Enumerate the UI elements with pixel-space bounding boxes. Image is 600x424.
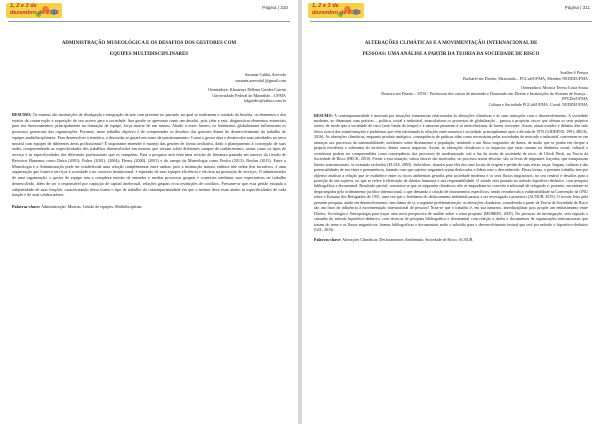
paper-title: [12, 38, 286, 60]
paper-title: [314, 38, 588, 60]
banner-text: [10, 3, 59, 17]
abstract: [12, 112, 286, 198]
advisor-affiliation-1: Doutora em Direito – UFSC. Professora dos cursos de mestrado e Doutorado em Direito e Instituições do Sistema de Justiça –: [381, 90, 588, 96]
abstract-label: RESUMO:: [12, 111, 32, 117]
keywords-text: Administração; Museus; Gestão de equipes; Multidisciplinar.: [40, 204, 143, 210]
keywords: [12, 204, 286, 210]
keywords: [314, 237, 588, 242]
header-divider: [310, 21, 592, 22]
author-email: susanne.azevedo1@gmail.com: [235, 77, 286, 83]
banner-event-date: dezembro de 2019: [312, 10, 361, 16]
keywords-text: Alterações Climáticas; Deslocamentos Ambientais; Sociedade de Risco; ACNUR.: [341, 236, 474, 242]
author-block: [314, 70, 588, 108]
advisor-affiliation-3: Cultura e Sociedade PGCult/UFMA. Coord. NEDDI/UFMA: [488, 101, 588, 107]
page-content: [12, 38, 286, 210]
banner-text: [312, 3, 361, 17]
banner-event-days: 1, 2 e 3 de: [312, 3, 339, 9]
abstract-label: RESUMO:: [314, 112, 333, 118]
abstract-text: A contemporaneidade é marcada por situações tormentosas relacionadas às alterações climáticas e às suas interações com o desenvolvimento. A sociedade moderna, ao dinamizar suas práticas – política, social e industrial, muscularizou os processos de globalização – passou a propiciar riscos que afetam os seus próprios atores, de modo que a sociedade de risco (sem limite de tempo) e a natureza passaram a se interrelacionar de forma crescente. Assim, atuais estudos e debates têm sido feitos acerca das transformações e problemas que vêm estreitando as relações entre natureza e sociedade, principalmente após a década de 1970 (GIDDENS, 1991; BECK, 2016). As alterações climáticas, enquanto produto antrópico, consequência de práticas tidas como necessárias pelas sociedades de mercado e industrial, convertem-se em ameaças aos processos da sustentabilidade, incidentes sobre diretamente a população, tendendo a um fluxo migratório de danos, de modo que se ponha em cheque a própria existência e soberania do território, dentre outros impactos. Assim, as alterações climáticas e os impactos que estas causam na dinâmica social, cultural e econômica podem ser compreendidas como consequência dos processos de modernização sob a luz da teoria da sociedade de risco, de Ulrich Beck, na Teoria da Sociedade de Risco (BECK, 2010). Frente a esta situação, vários fatores são motivados, no processo acima descrito, são os levas de migrantes forçados, que transpassam limites transnacionais, se tornando excluídos (ELIAS, 2005). Indivíduos, dotados para eles dos seus locais de origem e perdas de suas terras, raças, línguas, culturas e das potencialidades de seu fazer e permanência, fazendo com que sujeitos migrantes sejam deslocados e lidem com o desconhecido. Dessa forma, o presente trabalho tem por objetivo analisar a relação que se estabelece entre os riscos ambientais gerados pela sociedade moderna e os seus fluxos migratórios, no seu cenário e desafios para a proteção de tais sujeitos, no que se refere à efetivação de direitos humanos e sua responsabilidade. O estudo será pautado no método hipotético-dedutivo, com pesquisa bibliográfica e documental. Resultado parcial, constatou-se que os migrantes climáticos não se enquadram no conceito tradicional de refugiado e, portanto, encontram-se desprotegidos pelo ordenamento jurídico internacional, o que demanda a criação de instrumentos específicos, sendo reconhecida a vulnerabilidade na Convenção da ONU sobre o Estatuto dos Refugiados de 1951, uma vez que o fenômeno do deslocamento ambiental passou a ser investigado a posteriori (ACNUR, 2019). O recorte feito pela presente pesquisa, ainda em desenvolvimento, tem diante de si, a seguinte problematização: as alterações climáticas, considerada a partir da Teoria da Sociedade de Risco são um fator de influência à movimentação internacional de pessoas? Nota-se que o trabalho é, em sua natureza, interdisciplinar pois propõe um embasamento entre Direito, Sociologia e Antropologia para traçar uma nova perspectiva de análise sobre o tema proposto (MORRIN, 2005). No percurso da investigação, será seguido o caminho do método hipotético-dedutivo, com técnicas de pesquisa bibliográfica e documental com relação a dados e documentos de organizações internacionais que tratam do tema e os fluxos migratórios: formas bibliográficas e documentais serão o subsídio para o desenvolvimento textual que terá por método o hipotético-dedutivo (GIL, 2010).: [314, 112, 588, 233]
abstract: [314, 113, 588, 233]
document-page-right: [302, 0, 600, 424]
page-number: Página | 311: [564, 5, 590, 10]
author-name: Susanne Caldas Azevedo: [244, 72, 286, 77]
keywords-label: Palavras-chave:: [12, 204, 41, 210]
author-block: [12, 72, 286, 104]
advisor-name: Orientadora; Monica Teresa Costa Sousa: [521, 85, 588, 91]
banner-event-days: 1, 2 e 3 de: [10, 3, 37, 9]
banner-event-date: dezembro de 2019: [10, 10, 59, 16]
advisor-email: kdguedes@yahoo.com.br: [244, 98, 286, 104]
paper-title-line-1: ALTERAÇÕES CLIMÁTICAS E A MOVIMENTAÇÃO INTERNACIONAL DE: [364, 41, 538, 46]
keywords-label: Palavras-chave:: [314, 236, 342, 242]
author-affiliation: Bacharel em Direito; Mestranda – PGCult/UFMA; Membro NEDDI/UFMA: [463, 75, 588, 81]
advisor-name: Orientadora: Klautenys Dellene Guedes Cutrim: [208, 87, 286, 93]
paper-title-line-1: ADMINISTRAÇÃO MUSEOLÓGICA E OS DESAFIOS DOS GESTORES COM: [61, 41, 237, 46]
paper-title-line-2: EQUIPES MULTIDISCIPLINARES: [109, 52, 189, 57]
abstract-text: Os museus são instituições de divulgação e integração da arte com presente no passado, na qual se reafirmam o cuidado da história, os elementos e dos esteios da conservação e exposição do seu acervo para a sociedade. Sua gestão se apresenta como um desafio, pois cabe a esta, diagnosticar elementos essenciais para seu funcionamento, principalmente na formação de equipe, força motriz de um museu. Aliado a esses fatores, os fenômenos globalizantes influenciam os processos gerenciais das organizações. Portanto, neste trabalho objetivo é de compreender os desafios dos gestores diante do desenvolvimento do trabalho de equipes multidisciplinares. Para desenvolver a temática, a discussão se guiará em torno da questionamento: Como o gestor atua e desenvolve suas atividades no setor museal com equipes de diferentes áreas profissionais? É importante entender o manejo das gestões de forma avaliativa, dado o planejamento à concepção de suas sedes, compreendendo as especificidades dos trabalhos desenvolvidos em museus que versam sobre diferentes campos de conhecimento, assim como os tipos de serviço e as especificidades dos diferentes profissionais que os compõem. Para a pesquisa será feita uma revisão de literatura pautada em autores da Gestão de Recursos Humanos como Dutra (2001); Fisher (2001), (2004); Fleury (2000), (2001) e do campo da Museologia como Poulot (2013); Boylan (2015). Entre a Museologia e a Administração pode ser estabelecida uma relação complementar entre ambas, pois a instituição museu, embora não tenha fins lucrativos, é uma organização que fornece serviços à sociedade e no contexto institucional, é esperado de suas equipes eficiência e eficácia na prestação de serviços. O administrador de uma organização, o gestor de equipe tem a complexa missão de entender e mediar processos grupais e contextos mediante suas expectativas no trabalho desenvolvido, além de ser o responsável por captação de capital intelectual, relações grupais e/ou resoluções de conflitos. Presume-se que essa gestão estipula a subjetividade de suas funções, caracterizando dessa forma o tipo de trabalho da contemporaneidade em que o mentor deve estar atento às especificidades de cada função e de seus colaboradores.: [12, 111, 286, 198]
paper-title-line-2: PESSOAS: UMA ANÁLISE A PARTIR DA TEORIA DA SOCIEDADE DE RISCO: [362, 52, 540, 57]
document-page-left: [0, 0, 298, 424]
header-divider: [8, 21, 290, 22]
page-number: Página | 310: [262, 5, 288, 10]
event-banner: [6, 3, 62, 18]
page-content: [314, 38, 588, 242]
advisor-affiliation-2: PPGDir/UFMA: [562, 96, 588, 102]
event-banner: [308, 3, 364, 18]
advisor-institution: Universidade Federal do Maranhão – UFMA: [212, 92, 286, 98]
author-name: Suellen S Pessoa: [560, 70, 588, 75]
